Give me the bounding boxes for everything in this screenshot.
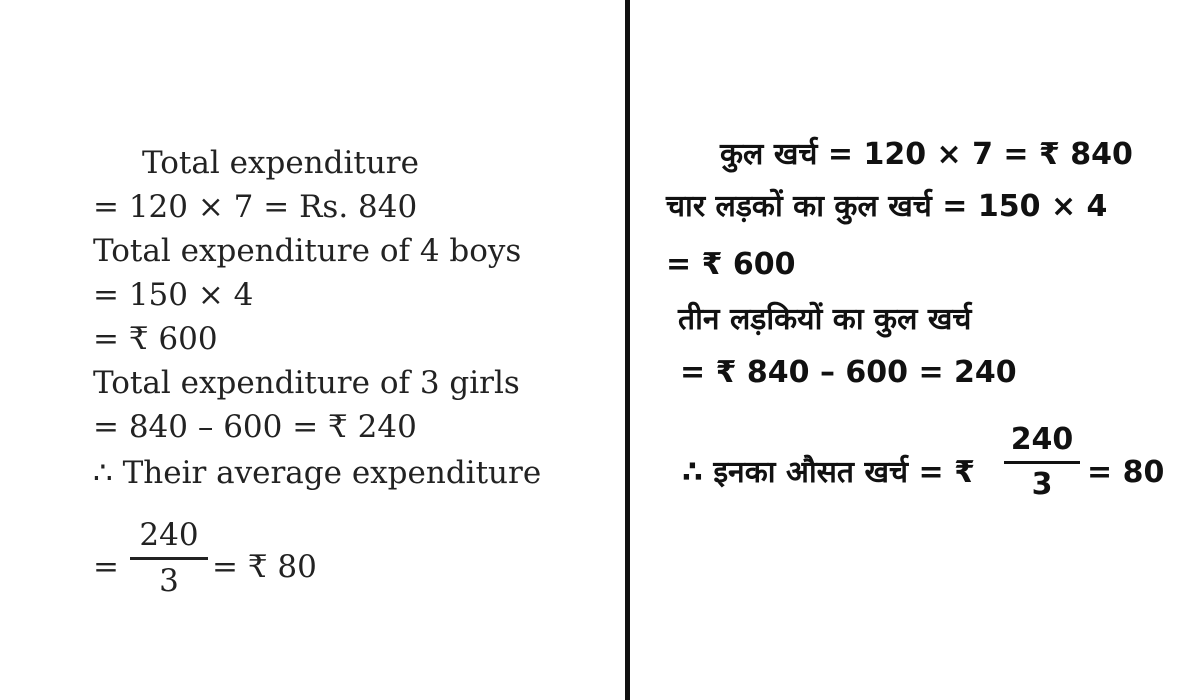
hi-fraction-denominator: 3 [1031, 467, 1053, 502]
en-average-fraction [130, 517, 208, 599]
hi-line-boys-result: = ₹ 600 [666, 247, 796, 282]
en-line-total-expenditure: Total expenditure [142, 145, 419, 181]
hi-average-result: = 80 [1087, 455, 1165, 490]
hi-line-girls-heading: तीन लड़कियों का कुल खर्च [678, 302, 972, 337]
hi-fraction-numerator: 240 [1010, 422, 1074, 457]
en-line-boys-calc: = 150 × 4 [93, 277, 254, 313]
hi-average-fraction [1004, 422, 1080, 502]
en-fraction-numerator: 240 [139, 517, 199, 553]
en-line-girls-calc: = 840 – 600 = ₹ 240 [93, 409, 417, 445]
en-average-equals: = [93, 549, 119, 585]
en-line-girls-heading: Total expenditure of 3 girls [93, 365, 520, 401]
hi-line-boys: चार लड़कों का कुल खर्च = 150 × 4 [666, 189, 1108, 224]
hi-line-total: कुल खर्च = 120 × 7 = ₹ 840 [720, 137, 1133, 172]
hindi-solution [632, 0, 1200, 700]
en-average-result: = ₹ 80 [212, 549, 317, 585]
en-line-average-heading: ∴ Their average expenditure [93, 455, 542, 491]
hi-average-heading: ∴ इनका औसत खर्च = ₹ [682, 455, 975, 490]
en-fraction-bar [130, 557, 208, 560]
column-divider [625, 0, 630, 700]
en-line-boys-result: = ₹ 600 [93, 321, 218, 357]
hi-fraction-bar [1004, 461, 1080, 464]
en-fraction-denominator: 3 [159, 563, 179, 599]
en-line-total-calc: = 120 × 7 = Rs. 840 [93, 189, 418, 225]
en-line-boys-heading: Total expenditure of 4 boys [93, 233, 522, 269]
hi-line-girls-calc: = ₹ 840 – 600 = 240 [680, 355, 1017, 390]
